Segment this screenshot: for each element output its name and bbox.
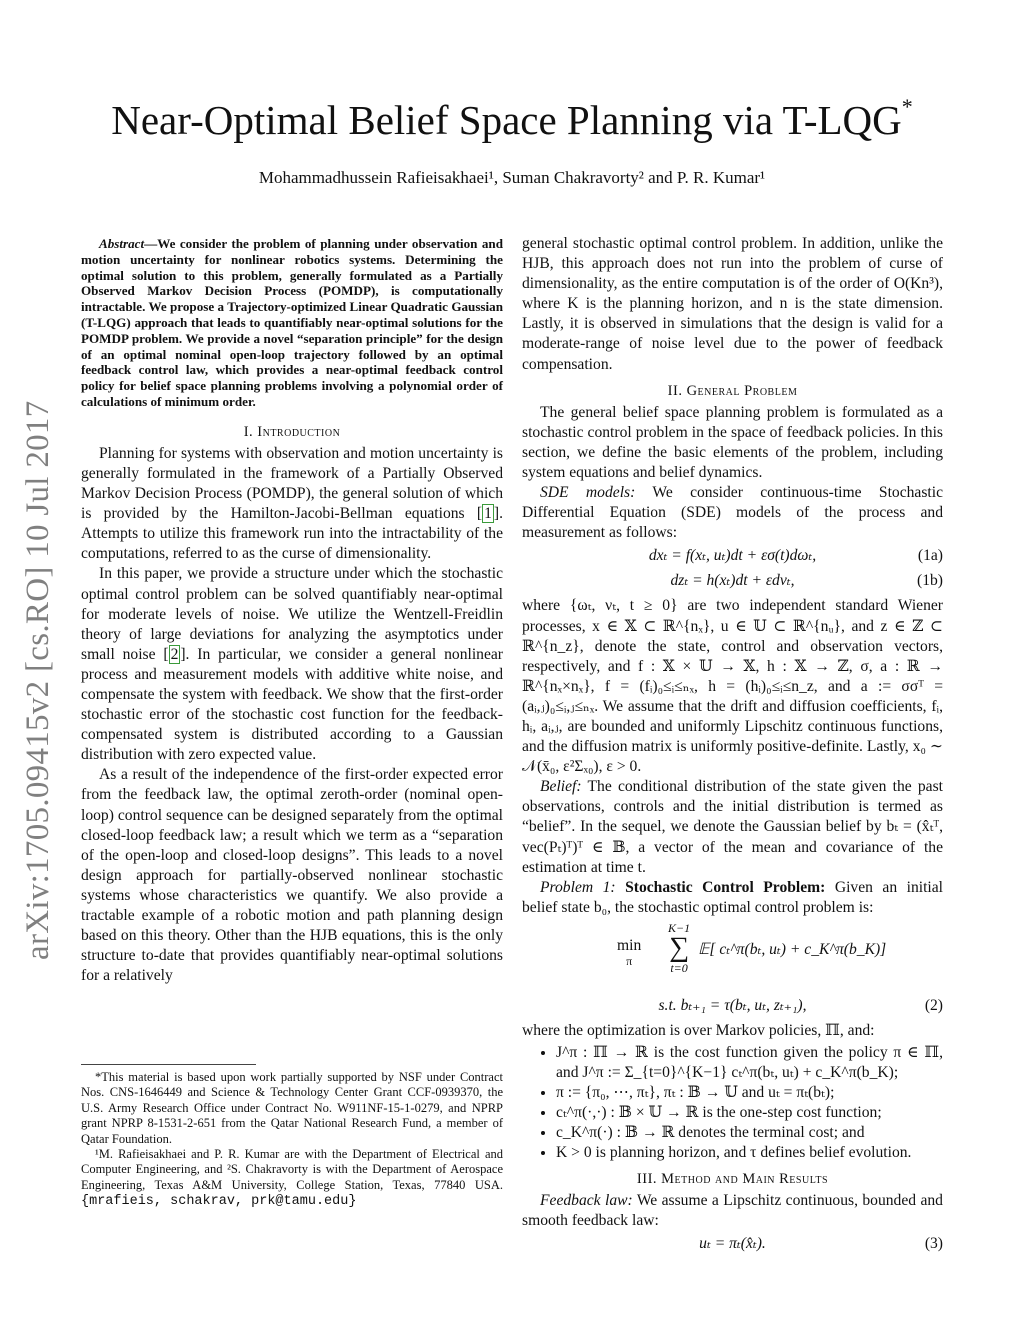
arxiv-identifier: arXiv:1705.09415v2 [cs.RO] 10 Jul 2017 <box>20 400 56 960</box>
intro-continuation: general stochastic optimal control problem. In addition, unlike the HJB, this approach does not run into the problem of curse of dimensionality, as the entire computation is of the order of O(Kn³), where K is the planning horizon, and n is the state dimension. Lastly, it is observed in simulations that the design is valid for a moderate-range of noise level due to the power of feedback compensation. <box>522 235 943 373</box>
summation-icon: ∑ <box>669 931 690 963</box>
optimization-note: where the optimization is over Markov policies, ℿ, and: <box>522 1021 875 1039</box>
right-column <box>522 234 943 1259</box>
section-heading-general-problem: II. General Problem <box>667 382 798 399</box>
author-emails: {mrafieis, schakrav, prk@tamu.edu} <box>81 1194 357 1210</box>
sde-models-paragraph: SDE models: We consider continuous-time Stochastic Differential Equation (SDE) models of the process and measurement as follows: <box>522 484 943 542</box>
list-item: • c_K^π(·) : 𝔹 → ℝ denotes the terminal cost; and <box>556 1123 943 1143</box>
equation-2-constraint: s.t. bₜ₊₁ = τ(bₜ, uₜ, zₜ₊₁), (2) <box>658 996 943 1014</box>
intro-paragraph-3: As a result of the independence of the first-order expected error from the feedback law, the optimal zeroth-order (nominal open-loop) control sequence can be designed separately from the optimal closed-loop feedback law; a result which we term as a “separation of the open-loop and closed-loop designs”. This leads to a novel design approach for partially-observed nonlinear stochastic systems whose characteristics we quantify. We also provide a tractable example of a robotic motion and path planning design based on this theory. Other than the HJB equations, this is the only structure to-date that provides quantifiably near-optimal solutions for a relatively <box>81 766 503 985</box>
footnote-funding: *This material is based upon work partially supported by NSF under Contract Nos. CNS-1646449 and Science & Technology Center Grant CCF-0939370, the U.S. Army Research Office under Contract No. W911NF-15-1-0279, and NPRP grant NPRP 8-1531-2-651 from the Qatar National Research Fund, a member of Qatar Foundation. <box>81 1070 503 1146</box>
definition-list <box>522 1043 943 1163</box>
general-problem-paragraph: The general belief space planning problem is formulated as a stochastic control problem in the space of feedback policies. In this section, we define the basic elements of the problem, including system equations and belief dynamics. <box>522 403 943 482</box>
feedback-law-paragraph: Feedback law: We assume a Lipschitz continuous, bounded and smooth feedback law: <box>522 1192 943 1230</box>
citation-link[interactable]: 1 <box>484 505 492 523</box>
sde-definitions: where {ωₜ, νₜ, t ≥ 0} are two independent standard Wiener processes, x ∈ 𝕏 ⊂ ℝ^{nₓ}, u ∈ 𝕌 ⊂ ℝ^{nᵤ}, and z ∈ ℤ ⊂ ℝ^{n_z}, denote the state, control and observation vectors, respectively, and f : 𝕏 × 𝕌 → 𝕏, h : 𝕏 → ℤ, σ, a : ℝ → ℝ^{nₓ×nₓ}, f = (fᵢ)₀≤ᵢ≤ₙₓ, h = (hᵢ)₀≤ᵢ≤n_z, and a := σσᵀ = (aᵢ,ⱼ)₀≤ᵢ,ⱼ≤ₙₓ. We assume that the drift and diffusion coefficients, fᵢ, hᵢ, aᵢ,ⱼ, are bounded and uniformly Lipschitz continuous functions, and the diffusion matrix is uniformly positive-definite. Lastly, x₀ ∼ 𝒩(x̄₀, ε²Σₓ₀), ε > 0. <box>522 597 943 776</box>
section-heading-introduction: I. Introduction <box>243 423 341 440</box>
footnotes <box>81 1070 503 1210</box>
footnote-rule <box>81 1064 256 1065</box>
list-item: • J^π : ℿ → ℝ is the cost function given the policy π ∈ ℿ, and J^π := Σ_{t=0}^{K−1} cₜ^π(bₜ, uₜ) + c_K^π(b_K); <box>556 1043 943 1083</box>
list-item: • π := {π₀, ⋯, πₜ}, πₜ : 𝔹 → 𝕌 and uₜ = πₜ(bₜ); <box>556 1083 943 1103</box>
left-column <box>81 236 503 986</box>
intro-paragraph-1: Planning for systems with observation and motion uncertainty is generally formulated in the framework of a Partially Observed Markov Decision Process (POMDP), the general solution of which is provided by the Hamilton-Jacobi-Bellman equations [ 1 ]. Attempts to utilize this framework run into the intractability of the computations, referred to as the curse of dimensionality. <box>81 444 503 563</box>
section-heading-method: III. Method and Main Results <box>636 1171 829 1187</box>
belief-paragraph: Belief: The conditional distribution of the state given the past observations, controls and the initial distribution is termed as “belief”. In the sequel, we denote the Gaussian belief by bₜ = (x̂ₜᵀ, vec(Pₜ)ᵀ)ᵀ ∈ 𝔹, a vector of the mean and covariance of the estimation at time t. <box>522 778 943 876</box>
author-list: Mohammadhussein Rafieisakhaei¹, Suman Chakravorty² and P. R. Kumar¹ <box>258 168 766 187</box>
intro-paragraph-2: In this paper, we provide a structure under which the stochastic optimal control problem can be solved quantifiably near-optimal for moderate levels of noise. We utilize the Wentzell-Freidlin theory of large deviations for analyzing the asymptotics under small noise [ 2 ]. In particular, we consider a general nonlinear process and measurement models with additive white noise, and compensate the system with feedback. We show that the first-order stochastic error of the stochastic cost function for the feedback-compensated system is distributed according to a Gaussian distribution with zero expected value. <box>81 565 503 764</box>
citation-link[interactable]: 2 <box>170 645 179 663</box>
equation-1a: dxₜ = f(xₜ, uₜ)dt + εσ(t)dωₜ, (1a) <box>648 547 943 565</box>
list-item: • cₜ^π(·,·) : 𝔹 × 𝕌 → ℝ is the one-step cost function; <box>556 1103 943 1123</box>
equation-2: min π K−1 ∑ t=0 𝔼[ cₜ^π(bₜ, uₜ) + c_K^π(b_K)] <box>617 920 887 975</box>
problem-statement: Problem 1: Stochastic Control Problem: Given an initial belief state b₀, the stochastic optimal control problem is: <box>522 878 943 916</box>
equation-3: uₜ = πₜ(x̂ₜ). (3) <box>699 1235 943 1253</box>
footnote-affiliations: ¹M. Rafieisakhaei and P. R. Kumar are with the Department of Electrical and Computer Engineering, and ²S. Chakravorty is with the Department of Aerospace Engineering, Texas A&M University, College Station, Texas, 77840 USA. {mrafieis, schakrav, prk@tamu.edu} <box>81 1147 503 1210</box>
list-item: • K > 0 is planning horizon, and τ defines belief evolution. <box>556 1143 943 1163</box>
abstract: Abstract—We consider the problem of planning under observation and motion uncertainty for nonlinear robotics systems. Determining the optimal solution to this problem, generally formulated as a Partially Observed Markov Decision Process (POMDP), is computationally intractable. We propose a Trajectory-optimized Linear Quadratic Gaussian (T-LQG) approach that leads to quantifiably near-optimal solutions for the POMDP problem. We provide a novel “separation principle” for the design of an optimal nominal open-loop trajectory followed by an optimal feedback control law, which provides a near-optimal feedback control policy for belief space planning problems involving a polynomial order of calculations of minimum order. <box>81 236 503 409</box>
equation-1b: dzₜ = h(xₜ)dt + εdνₜ, (1b) <box>670 572 943 590</box>
paper-title: Near-Optimal Belief Space Planning via T-LQG* <box>111 94 913 143</box>
